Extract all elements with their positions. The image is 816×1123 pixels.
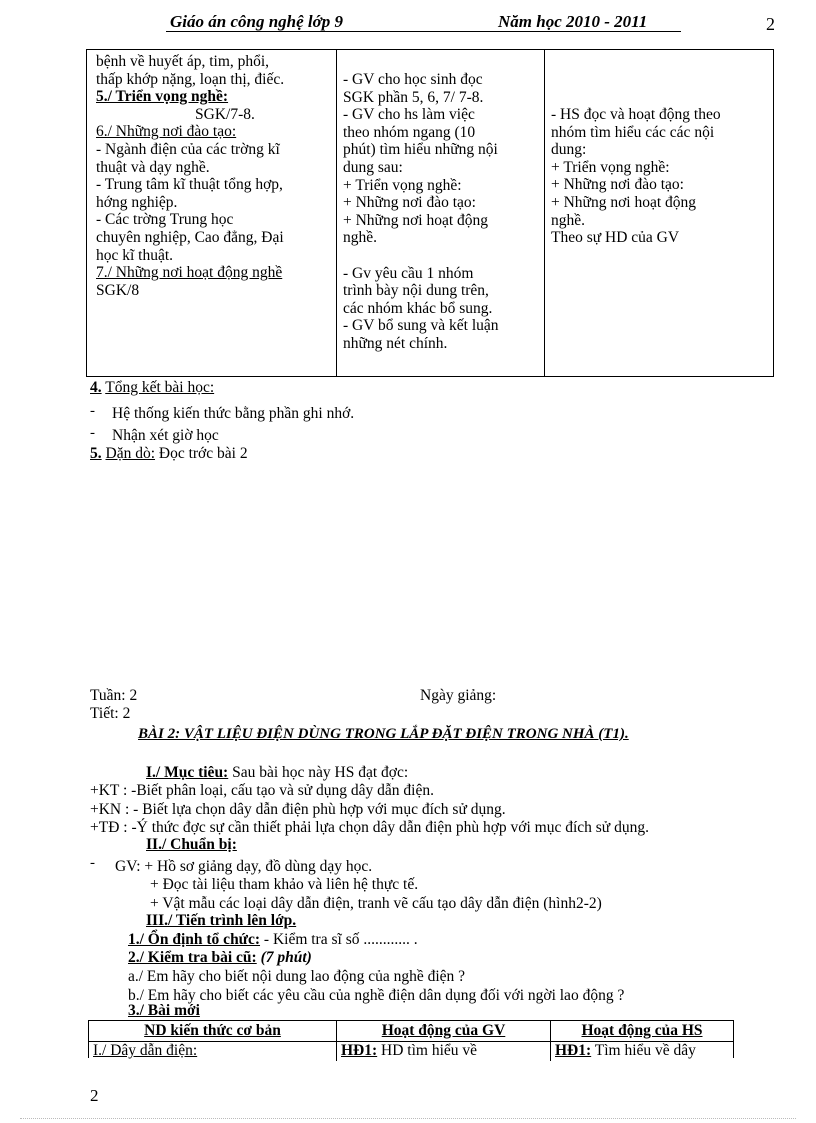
prep-gv-2: + Đọc tài liệu tham khảo và liên hệ thực tế. — [150, 876, 419, 893]
cell-line: trình bày nội dung trên, — [343, 282, 489, 300]
step1-line: 1./ Ổn định tổ chức: - Kiểm tra sĩ số ............ . — [128, 931, 418, 948]
activity-table — [86, 49, 774, 377]
cell-heading: 6./ Những nơi đào tạo: — [96, 123, 237, 141]
objective-td: +TĐ : -Ý thức đợc sự cần thiết phải lựa chọn dây dẫn điện phù hợp với mục đích sử dụng. — [90, 819, 649, 836]
cell-line: dung sau: — [343, 158, 403, 176]
cell-line: + Triển vọng nghề: — [343, 176, 462, 194]
table-header-cell: ND kiến thức cơ bản — [89, 1021, 337, 1041]
footer-page-number: 2 — [90, 1086, 99, 1105]
objective-kn: +KN : - Biết lựa chọn dây dẫn điện phù hợp với mục đích sử dụng. — [90, 801, 506, 818]
header-right: Năm học 2010 - 2011 — [498, 12, 648, 31]
cell-line: + Những nơi đào tạo: — [343, 194, 476, 212]
step2-line: 2./ Kiểm tra bài cũ: (7 phút) — [128, 949, 312, 966]
cell-line: - GV bổ sung và kết luận — [343, 317, 499, 335]
cell-line: - HS đọc và hoạt động theo — [551, 106, 721, 123]
table-col-teacher — [337, 50, 545, 376]
cell-line: - Ngành điện của các trờng kĩ — [96, 140, 280, 158]
cell-line: + Những nơi đào tạo: — [551, 176, 684, 194]
cell-heading: 7./ Những nơi hoạt động nghề — [96, 264, 283, 282]
table-col-knowledge — [87, 50, 337, 376]
cell-line: SGK/8 — [96, 281, 140, 299]
section5-line: 5. Dặn dò: Đọc trớc bài 2 — [90, 445, 248, 462]
cell-line: - Trung tâm kĩ thuật tổng hợp, — [96, 176, 283, 194]
step3-title: 3./ Bài mới — [128, 1002, 200, 1019]
bullet-icon: - — [90, 855, 95, 871]
cell-line: - Các trờng Trung học — [96, 211, 234, 229]
lesson-table — [88, 1020, 734, 1058]
header-page-number: 2 — [766, 14, 775, 34]
cell-heading: 5./ Triển vọng nghề: — [96, 88, 229, 106]
objectives-line: I./ Mục tiêu: Sau bài học này HS đạt đợc: — [146, 764, 409, 781]
cell-line: - GV cho hs làm việc — [343, 106, 475, 124]
prep-gv-3: + Vật mẫu các loại dây dẫn điện, tranh vẽ cấu tạo dây dẫn điện (hình2-2) — [150, 895, 602, 912]
cell-line: chuyên nghiệp, Cao đẳng, Đại — [96, 228, 284, 246]
week-label: Tuần: 2 — [90, 687, 138, 704]
period-label: Tiết: 2 — [90, 705, 131, 722]
lesson-title: BÀI 2: VẬT LIỆU ĐIỆN DÙNG TRONG LẮP ĐẶT ĐIỆN TRONG NHÀ (T1). — [138, 726, 629, 742]
cell-line: nghề. — [551, 211, 586, 229]
process-title: III./ Tiến trình lên lớp. — [146, 912, 297, 929]
cell-line: dung: — [551, 141, 587, 159]
question-a: a./ Em hãy cho biết nội dung lao động của nghề điện ? — [128, 968, 466, 985]
cell-line: phút) tìm hiểu những nội — [343, 141, 498, 159]
cell-line: các nhóm khác bổ sung. — [343, 299, 493, 317]
cell-line: + Những nơi hoạt động — [343, 211, 489, 229]
section4-heading: 4. Tổng kết bài học: — [90, 379, 215, 396]
table-header-cell: Hoạt động của GV — [337, 1021, 551, 1041]
table-header-cell: Hoạt động của HS — [581, 1022, 703, 1039]
question-b: b./ Em hãy cho biết các yêu cầu của nghề điện dân dụng đối với ngời lao động ? — [128, 987, 625, 1004]
table-cell: HĐ1: HD tìm hiểu về — [337, 1041, 551, 1061]
table-row — [89, 1041, 733, 1061]
cell-line: thấp khớp nặng, loạn thị, điếc. — [96, 70, 285, 88]
table-cell: I./ Dây dẫn điện: — [89, 1041, 337, 1061]
table-col-student — [545, 50, 773, 376]
cell-line: + Triển vọng nghề: — [551, 158, 670, 176]
objective-kt: +KT : -Biết phân loại, cấu tạo và sử dụng dây dẫn điện. — [90, 782, 434, 799]
cell-line: - Gv yêu cầu 1 nhóm — [343, 264, 474, 282]
cell-spacer — [343, 247, 538, 265]
cell-line: - GV cho học sinh đọc — [343, 71, 483, 88]
cell-line: bệnh về huyết áp, tim, phổi, — [96, 53, 270, 70]
cell-line: học kĩ thuật. — [96, 246, 174, 264]
prep-gv-1: GV: + Hồ sơ giảng dạy, đồ dùng dạy học. — [115, 858, 373, 875]
date-label: Ngày giảng: — [420, 687, 497, 704]
page-divider — [20, 1118, 796, 1119]
bullet-icon: - — [90, 425, 95, 441]
bullet-icon: - — [90, 403, 95, 419]
cell-line: nghề. — [343, 229, 378, 247]
cell-line: hớng nghiệp. — [96, 193, 178, 211]
table-header-row — [89, 1021, 733, 1042]
header-left: Giáo án công nghệ lớp 9 — [170, 12, 344, 31]
cell-line: nhóm tìm hiểu các các nội — [551, 123, 715, 141]
cell-line: theo nhóm ngang (10 — [343, 123, 476, 141]
table-cell: HĐ1: Tìm hiểu về dây — [555, 1042, 696, 1059]
cell-line: những nét chính. — [343, 334, 448, 352]
cell-line: SGK/7-8. — [195, 105, 255, 123]
cell-line: SGK phần 5, 6, 7/ 7-8. — [343, 88, 484, 106]
section4-bullet-1: Hệ thống kiến thức bằng phần ghi nhớ. — [112, 405, 355, 422]
prep-title: II./ Chuẩn bị: — [146, 836, 237, 853]
section4-bullet-2: Nhận xét giờ học — [112, 427, 219, 444]
header-rule — [166, 31, 681, 32]
cell-line: + Những nơi hoạt động — [551, 193, 697, 211]
cell-line: Theo sự HD của GV — [551, 229, 680, 247]
cell-line: thuật và dạy nghề. — [96, 158, 210, 176]
